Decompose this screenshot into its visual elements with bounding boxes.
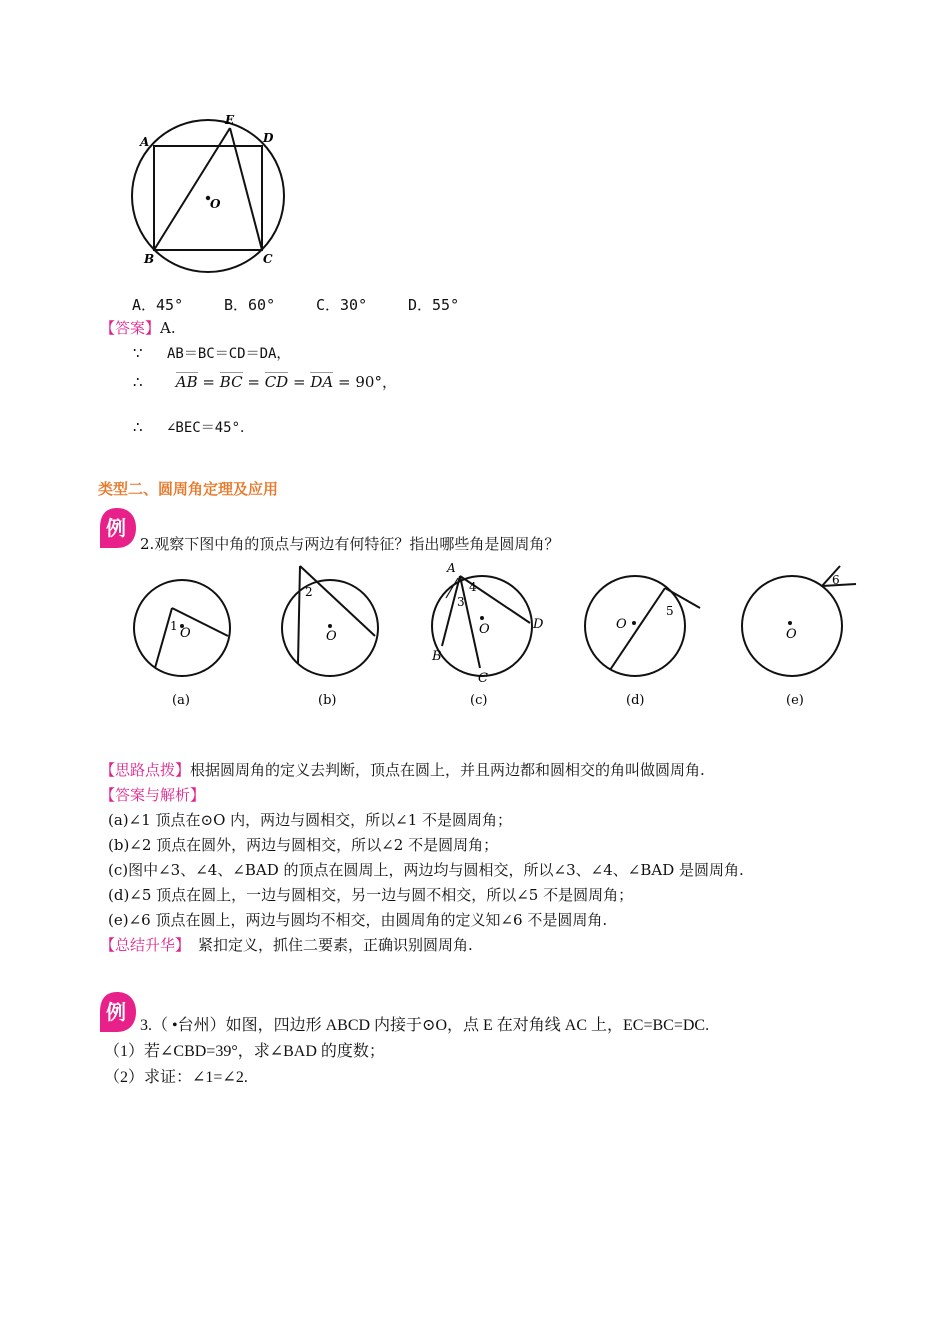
eq-1: =	[202, 373, 215, 391]
example3-question: 3.（ •台州）如图，四边形 ABCD 内接于⊙O，点 E 在对角线 AC 上，EC=BC=DC.	[140, 1017, 710, 1034]
eq-3: =	[293, 373, 306, 391]
eq-2: =	[247, 373, 260, 391]
answer-value: A.	[160, 319, 176, 337]
caption-e: (e)	[786, 693, 804, 708]
summary-line	[100, 935, 473, 955]
figures-row	[120, 558, 860, 718]
analysis-tag: 【答案与解析】	[100, 786, 206, 804]
fig-e-num: 6	[832, 573, 840, 587]
therefore-symbol-1: ∴	[133, 373, 143, 391]
fig-c-C: C	[478, 671, 488, 686]
label-A: A	[140, 135, 150, 149]
arc-cd: CD	[264, 373, 289, 391]
fig-b-O: O	[326, 629, 337, 644]
badge-text-3: 例	[106, 1000, 126, 1024]
fig-c-4: 4	[469, 580, 477, 594]
badge-text-2: 例	[106, 516, 126, 540]
hint-tag: 【思路点拨】	[100, 761, 191, 779]
fig-c-O: O	[479, 622, 490, 637]
section-heading: 类型二、圆周角定理及应用	[98, 480, 279, 498]
figure-a	[134, 580, 230, 676]
label-B: B	[144, 252, 155, 266]
choice-b: B．60°	[224, 296, 276, 314]
fig-c-B: B	[432, 649, 442, 664]
answer-line	[100, 318, 176, 338]
analysis-d: (d)∠5 顶点在圆上，一边与圆相交，另一边与圆不相交，所以∠5 不是圆周角；	[108, 886, 634, 904]
fig-a-O: O	[180, 626, 191, 641]
arc-da: DA	[310, 373, 334, 391]
fig-a-num: 1	[170, 619, 178, 633]
answer-tag: 【答案】	[100, 319, 161, 337]
because-text: AB＝BC＝CD＝DA，	[167, 346, 291, 362]
choice-d: D．55°	[408, 296, 460, 314]
example3-part1: （1）若∠CBD=39°，求∠BAD 的度数；	[104, 1043, 385, 1060]
label-C: C	[263, 252, 273, 266]
eq-4: =	[338, 373, 351, 391]
therefore-line-2	[133, 417, 254, 438]
arc-bc: BC	[219, 373, 243, 391]
fig-e-O: O	[786, 627, 797, 642]
caption-c: (c)	[470, 693, 488, 708]
therefore-symbol-2: ∴	[133, 418, 143, 436]
summary-tag: 【总结升华】	[100, 936, 191, 954]
hint-text: 根据圆周角的定义去判断，顶点在圆上，并且两边都和圆相交的角叫做圆周角.	[190, 761, 705, 779]
fig-d-num: 5	[666, 604, 674, 618]
fig-c-D: D	[533, 617, 544, 632]
choice-c: C．30°	[316, 296, 368, 314]
arc-value: 90°	[355, 373, 382, 391]
label-E: E	[225, 113, 235, 127]
hint-line	[100, 760, 705, 780]
label-O: O	[210, 197, 221, 211]
fig-c-A: A	[447, 561, 456, 575]
figure-e	[742, 566, 856, 676]
analysis-a: (a)∠1 顶点在⊙O 内，两边与圆相交，所以∠1 不是圆周角；	[108, 811, 513, 829]
therefore-text: ∠BEC＝45°．	[167, 420, 255, 436]
analysis-b: (b)∠2 顶点在圆外，两边与圆相交，所以∠2 不是圆周角；	[108, 836, 499, 854]
label-D: D	[263, 131, 274, 145]
fig-d-O: O	[616, 617, 627, 632]
example-badge-3	[96, 990, 138, 1034]
example2-question: 2.观察下图中角的顶点与两边有何特征？指出哪些角是圆周角？	[140, 535, 560, 553]
example-badge-2	[96, 506, 138, 550]
arc-tail: ，	[381, 373, 397, 391]
choice-a: A．45°	[132, 296, 184, 314]
because-line	[133, 343, 290, 364]
example3-part2: （2）求证：∠1=∠2.	[104, 1069, 248, 1086]
caption-a: (a)	[172, 693, 190, 708]
analysis-e: (e)∠6 顶点在圆上，两边与圆均不相交，由圆周角的定义知∠6 不是圆周角.	[108, 911, 608, 929]
figure-d	[585, 576, 700, 676]
fig-b-num: 2	[305, 585, 313, 599]
caption-b: (b)	[318, 693, 337, 708]
because-symbol: ∵	[133, 344, 143, 362]
figure-square-in-circle	[120, 110, 300, 280]
figure-c	[431, 561, 544, 686]
figure-b	[282, 566, 378, 676]
arc-ab: AB	[175, 373, 198, 391]
analysis-c: (c)图中∠3、∠4、∠BAD 的顶点在圆周上，两边均与圆相交，所以∠3、∠4、∠BAD 是圆周角.	[108, 861, 744, 879]
fig-c-3: 3	[457, 595, 465, 609]
therefore-line-1	[133, 372, 397, 392]
summary-text: 紧扣定义，抓住二要素，正确识别圆周角.	[198, 936, 473, 954]
caption-d: (d)	[626, 693, 645, 708]
